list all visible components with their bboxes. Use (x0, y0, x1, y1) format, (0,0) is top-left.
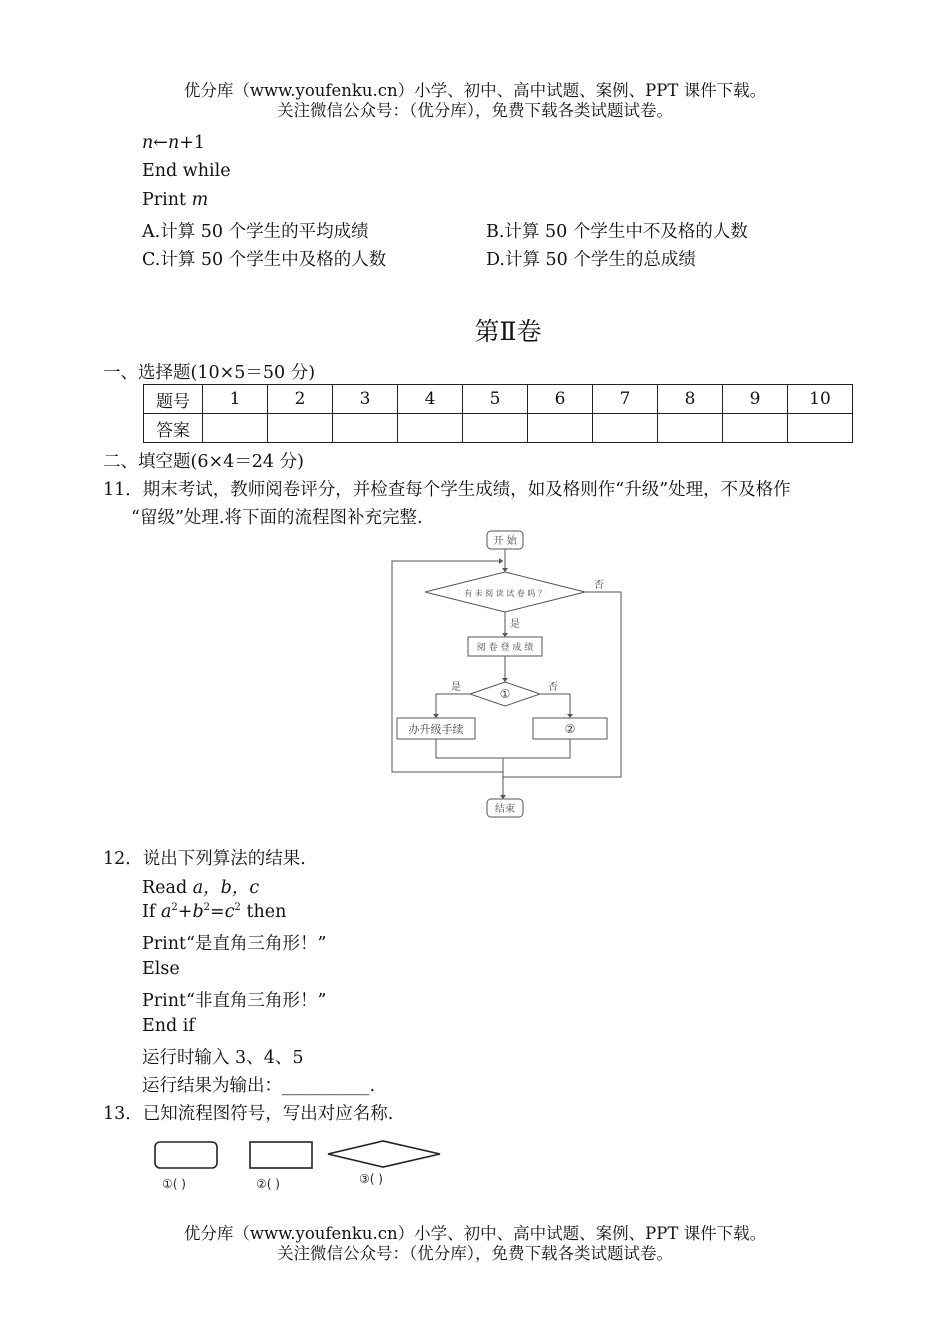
symbol-label-1: ①( ) (162, 1177, 186, 1191)
option-d: D.计算 50 个学生的总成绩 (486, 250, 696, 270)
option-b: B.计算 50 个学生中不及格的人数 (486, 222, 748, 242)
header-line-1: 优分库（www.youfenku.cn）小学、初中、高中试题、案例、PPT 课件下载。 (183, 81, 767, 100)
if-keyword: If (142, 902, 161, 922)
flow-symbols (148, 1136, 448, 1196)
decision2-yes-label: 是 (451, 682, 461, 693)
col-6: 6 (528, 385, 593, 414)
answer-table-row-answers (144, 414, 853, 443)
end-label: 结束 (495, 804, 515, 815)
col-10: 10 (788, 385, 853, 414)
part2-heading: 二、填空题(6×4＝24 分) (103, 452, 304, 472)
q12-output: 运行结果为输出：__________. (142, 1076, 376, 1096)
col-3: 3 (333, 385, 398, 414)
section-title: 第Ⅱ卷 (474, 317, 542, 346)
answer-table-row-numbers (144, 385, 853, 414)
symbol-label-2: ②( ) (256, 1177, 280, 1191)
header-line-2: 关注微信公众号：（优分库），免费下载各类试题试卷。 (277, 101, 673, 120)
footer-line-1: 优分库（www.youfenku.cn）小学、初中、高中试题、案例、PPT 课件下载。 (183, 1224, 767, 1243)
code-print (142, 190, 208, 210)
part1-heading: 一、选择题(10×5＝50 分) (103, 363, 316, 383)
symbol-label-3: ③( ) (359, 1172, 383, 1186)
code-end-while: End while (142, 161, 231, 181)
print-var: m (191, 190, 209, 210)
process-blank-label: ② (564, 722, 576, 736)
col-5: 5 (463, 385, 528, 414)
q13-line-1: 13．已知流程图符号，写出对应名称. (103, 1104, 394, 1124)
q12-endif: End if (142, 1016, 195, 1036)
answer-table (143, 384, 853, 443)
process-symbol (250, 1142, 312, 1168)
decision2-no-label: 否 (548, 682, 558, 693)
option-a: A.计算 50 个学生的平均成绩 (142, 222, 369, 242)
answer-cell[interactable] (463, 414, 528, 443)
q12-print-2: Print“非直角三角形！” (142, 991, 327, 1011)
print-keyword: Print (142, 190, 192, 210)
decision1-label: 有 未 阅 读 试 卷 吗 ？ (464, 589, 546, 598)
process1-label: 阅 卷 登 成 绩 (476, 643, 534, 653)
grading-flowchart (385, 526, 630, 826)
decision2-label: ① (499, 687, 511, 701)
answer-cell[interactable] (658, 414, 723, 443)
var-n2: n (167, 133, 180, 153)
decision-symbol (328, 1141, 440, 1167)
code-loop-increment (142, 133, 205, 153)
col-7: 7 (593, 385, 658, 414)
row-label-answer: 答案 (144, 414, 203, 443)
q11-line-2: “留级”处理.将下面的流程图补充完整. (131, 508, 423, 528)
decision1-yes-label: 是 (510, 619, 520, 630)
row-label-number: 题号 (144, 385, 203, 414)
q11-line-1: 11．期末考试，教师阅卷评分，并检查每个学生成绩，如及格则作“升级”处理，不及格作 (103, 480, 791, 500)
var-n: n (142, 133, 154, 153)
footer-line-2: 关注微信公众号：（优分库），免费下载各类试题试卷。 (277, 1244, 673, 1263)
answer-cell[interactable] (398, 414, 463, 443)
answer-cell[interactable] (268, 414, 333, 443)
process-promote-label: 办升级手续 (408, 723, 464, 736)
decision1-no-label: 否 (594, 580, 604, 591)
q12-if: If $a^2+b^2=c^2$ then (142, 902, 287, 922)
col-9: 9 (723, 385, 788, 414)
plus-one: +1 (179, 133, 206, 153)
assign-arrow: ← (153, 133, 168, 153)
option-c: C.计算 50 个学生中及格的人数 (142, 250, 387, 270)
q12-read (142, 874, 259, 899)
answer-cell[interactable] (593, 414, 658, 443)
answer-cell[interactable] (788, 414, 853, 443)
answer-cell[interactable] (203, 414, 268, 443)
answer-cell[interactable] (528, 414, 593, 443)
then-keyword: then (240, 902, 287, 922)
read-vars: a，b，c (192, 878, 260, 898)
q12-input: 运行时输入 3、4、5 (142, 1048, 304, 1068)
q12-line-1: 12．说出下列算法的结果. (103, 849, 306, 869)
q12-print-1: Print“是直角三角形！” (142, 934, 327, 954)
col-1: 1 (203, 385, 268, 414)
answer-cell[interactable] (333, 414, 398, 443)
answer-cell[interactable] (723, 414, 788, 443)
col-2: 2 (268, 385, 333, 414)
read-keyword: Read (142, 878, 193, 898)
col-4: 4 (398, 385, 463, 414)
terminal-symbol (155, 1142, 217, 1168)
col-8: 8 (658, 385, 723, 414)
q12-else: Else (142, 959, 180, 979)
start-label: 开 始 (493, 536, 517, 547)
